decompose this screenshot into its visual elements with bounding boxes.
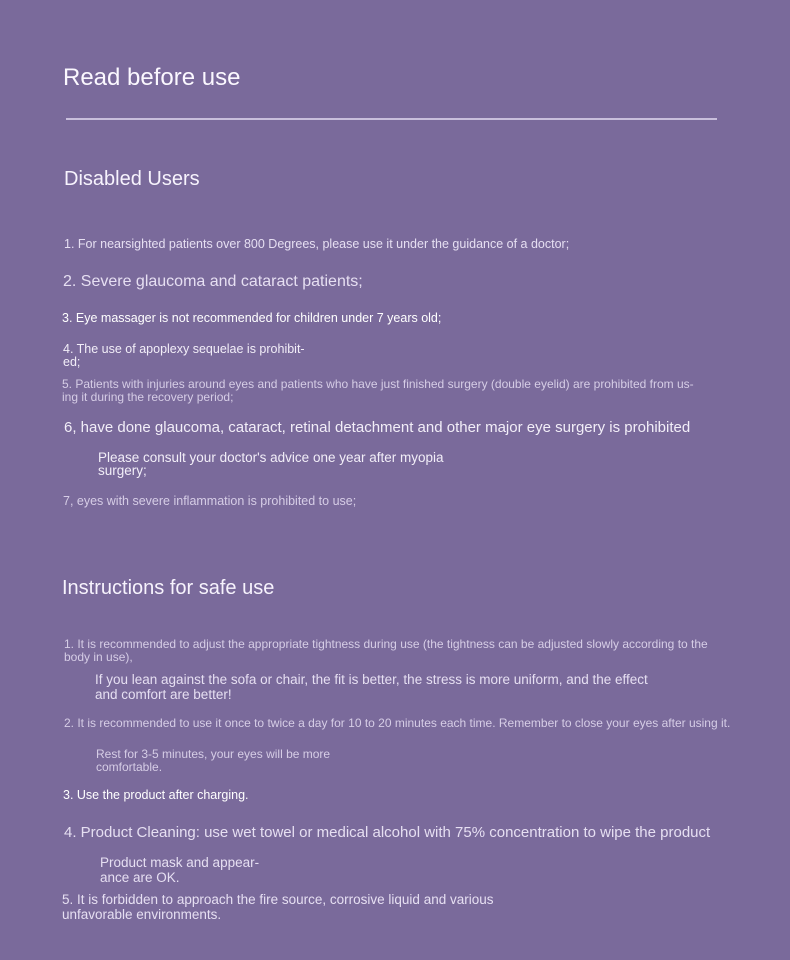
safe-item-3: 3. Use the product after charging.	[63, 788, 249, 802]
disabled-item-1: 1. For nearsighted patients over 800 Degrees, please use it under the guidance of a doctor;	[64, 237, 570, 251]
section-heading-disabled-users: Disabled Users	[64, 168, 200, 190]
safe-item-1: 1. It is recommended to adjust the appropriate tightness during use (the tightness can be adjusted slowly according to the body in use),	[64, 637, 708, 664]
section-heading-safe-use: Instructions for safe use	[62, 577, 275, 599]
safe-item-2: 2. It is recommended to use it once to twice a day for 10 to 20 minutes each time. Remember to close your eyes after using it.	[64, 716, 731, 730]
title-divider	[66, 118, 717, 120]
disabled-item-6: 6, have done glaucoma, cataract, retinal detachment and other major eye surgery is prohibited	[64, 419, 691, 436]
disabled-item-2: 2. Severe glaucoma and cataract patients;	[63, 273, 363, 290]
safe-item-5: 5. It is forbidden to approach the fire source, corrosive liquid and various unfavorable environments.	[62, 892, 494, 922]
disabled-item-3: 3. Eye massager is not recommended for children under 7 years old;	[62, 311, 442, 325]
safe-item-2-note: Rest for 3-5 minutes, your eyes will be more comfortable.	[96, 747, 331, 774]
safe-item-4-note: Product mask and appear- ance are OK.	[100, 855, 260, 885]
disabled-item-7: 7, eyes with severe inflammation is prohibited to use;	[63, 494, 357, 508]
safe-item-4: 4. Product Cleaning: use wet towel or medical alcohol with 75% concentration to wipe the product	[64, 824, 711, 841]
page-title: Read before use	[63, 64, 241, 91]
disabled-item-6-note: Please consult your doctor's advice one year after myopia surgery;	[98, 450, 444, 478]
disabled-item-5: 5. Patients with injuries around eyes and patients who have just finished surgery (double eyelid) are prohibited from us- ing it during the recovery period;	[62, 377, 694, 404]
safe-item-1-note: If you lean against the sofa or chair, the fit is better, the stress is more uniform, and the effect and comfort are better!	[95, 672, 648, 702]
disabled-item-4: 4. The use of apoplexy sequelae is prohibit- ed;	[63, 342, 305, 369]
